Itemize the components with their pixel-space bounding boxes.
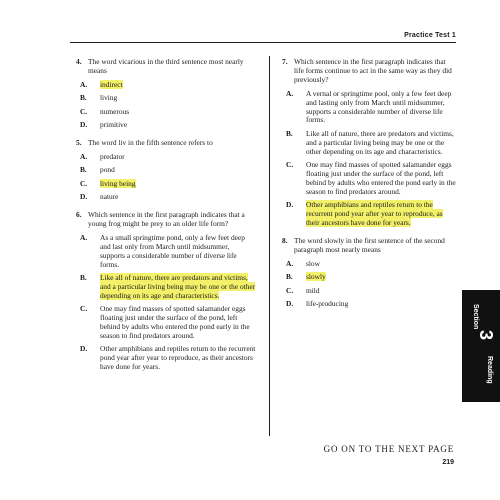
option-body — [100, 108, 129, 117]
question-text: The word vicarious in the third sentence most nearly means — [88, 57, 244, 75]
question-block — [282, 237, 456, 309]
answer-option — [286, 260, 456, 269]
question-block — [282, 58, 456, 228]
question-number: 4. — [76, 57, 82, 66]
option-letter: A. — [80, 232, 88, 242]
option-letter: D. — [80, 120, 88, 130]
option-body — [100, 345, 256, 372]
answer-option — [80, 153, 256, 162]
option-text: As a small springtime pond, only a few feet deep and last only from March until midsummer, supports a considerable number of diverse life forms. — [100, 232, 245, 269]
option-text: Like all of nature, there are predators and victims, and a particular living being may be one or the other depending on its age and characteristics. — [306, 128, 454, 156]
question-text: The word slowly in the first sentence of the second paragraph most nearly means — [294, 235, 445, 254]
option-body — [306, 130, 456, 157]
option-body — [306, 90, 456, 126]
option-body — [306, 300, 348, 309]
answer-option — [286, 287, 456, 296]
option-letter: D. — [286, 298, 294, 308]
answer-option — [286, 273, 456, 282]
option-text: nature — [100, 192, 119, 202]
option-text: life-producing — [306, 298, 349, 308]
section-tab-subject: Reading — [486, 356, 493, 384]
highlighted-option-text: Like all of nature, there are predators and victims, and a particular living being may be one or the other depending on its age and characteristics. — [100, 272, 256, 300]
option-letter: C. — [80, 106, 88, 116]
answer-option — [80, 305, 256, 341]
option-body — [100, 81, 123, 90]
question-block — [76, 139, 256, 202]
section-tab — [462, 290, 500, 402]
question-text: Which sentence in the first paragraph indicates that life forms continue to act in the same way as they did previously? — [294, 57, 452, 84]
option-letter: B. — [80, 93, 87, 103]
left-column — [76, 58, 256, 381]
option-letter: B. — [80, 165, 87, 175]
option-body — [306, 260, 320, 269]
option-text: mild — [306, 285, 320, 295]
question-text: The word liv in the fifth sentence refers to — [88, 137, 213, 147]
page-header-title: Practice Test 1 — [404, 32, 456, 39]
answer-option — [80, 234, 256, 270]
answer-option — [80, 108, 256, 117]
option-text: pond — [100, 165, 115, 175]
option-body — [100, 305, 256, 341]
option-body — [100, 193, 118, 202]
right-column — [282, 58, 456, 318]
option-letter: C. — [80, 178, 88, 188]
option-body — [306, 161, 456, 197]
question-number: 7. — [282, 57, 288, 66]
question-stem — [76, 211, 256, 229]
option-body — [100, 121, 127, 130]
highlighted-option-text: indirect — [100, 79, 123, 89]
answer-option — [286, 90, 456, 126]
option-letter: D. — [286, 200, 294, 210]
option-body — [306, 287, 320, 296]
option-body — [306, 201, 456, 228]
option-text: One may find masses of spotted salamander eggs floating just under the surface of the pond, left behind by adults who entered the pond early in the season to find predators around. — [306, 160, 456, 196]
header-rule — [70, 42, 456, 43]
option-letter: B. — [286, 272, 293, 282]
question-stem — [76, 58, 256, 76]
section-tab-number: 3 — [476, 330, 496, 341]
option-letter: B. — [80, 272, 87, 282]
option-text: One may find masses of spotted salamander eggs floating just under the surface of the pond, left behind by adults who entered the pond early in the season to find predators around. — [100, 304, 250, 340]
question-text: Which sentence in the first paragraph indicates that a young frog might be prey to an older life form? — [88, 209, 245, 228]
answer-option — [80, 345, 256, 372]
question-number: 8. — [282, 235, 288, 245]
option-letter: A. — [286, 88, 294, 98]
answer-option — [80, 121, 256, 130]
option-body — [100, 166, 115, 175]
page-header — [70, 32, 456, 44]
option-body — [100, 153, 125, 162]
option-text: primitive — [100, 120, 128, 130]
option-body — [100, 274, 256, 301]
option-letter: D. — [80, 344, 88, 354]
highlighted-option-text: living being — [100, 178, 136, 188]
question-number: 6. — [76, 209, 82, 219]
option-body — [306, 273, 326, 282]
option-body — [100, 180, 136, 189]
option-letter: A. — [80, 79, 88, 89]
option-text: slow — [306, 258, 320, 268]
option-letter: C. — [286, 285, 294, 295]
question-stem — [76, 139, 256, 148]
option-body — [100, 94, 117, 103]
answer-option — [80, 94, 256, 103]
option-text: predator — [100, 151, 125, 161]
answer-option — [286, 201, 456, 228]
option-body — [100, 234, 256, 270]
answer-option — [286, 130, 456, 157]
option-letter: A. — [80, 151, 88, 161]
highlighted-option-text: Other amphibians and reptiles return to the recurrent pond year after year to reproduce, as their ancestors have done for years. — [306, 200, 443, 227]
section-tab-label: Section — [472, 304, 479, 330]
answer-option — [286, 161, 456, 197]
question-stem — [282, 237, 456, 255]
answer-option — [80, 81, 256, 90]
page-number: 219 — [442, 459, 454, 466]
question-block — [76, 211, 256, 372]
answer-option — [80, 193, 256, 202]
question-number: 5. — [76, 137, 82, 147]
question-stem — [282, 58, 456, 85]
column-divider — [269, 56, 270, 436]
go-on-notice: GO ON TO THE NEXT PAGE — [323, 444, 454, 454]
option-letter: D. — [80, 192, 88, 202]
option-text: living — [100, 93, 118, 103]
option-letter: C. — [80, 304, 88, 314]
option-text: Other amphibians and reptiles return to the recurrent pond year after year to reproduce, as their ancestors have done for years. — [100, 344, 256, 372]
option-text: A vernal or springtime pool, only a few feet deep and lasting only from March until midsummer, supports a considerable number of diverse life forms. — [306, 88, 452, 125]
option-letter: B. — [286, 128, 293, 138]
option-letter: A. — [286, 258, 294, 268]
option-text: numerous — [100, 106, 130, 116]
answer-option — [80, 274, 256, 301]
answer-option — [286, 300, 456, 309]
answer-option — [80, 166, 256, 175]
question-block — [76, 58, 256, 130]
answer-option — [80, 180, 256, 189]
highlighted-option-text: slowly — [306, 272, 326, 282]
option-letter: C. — [286, 160, 294, 170]
